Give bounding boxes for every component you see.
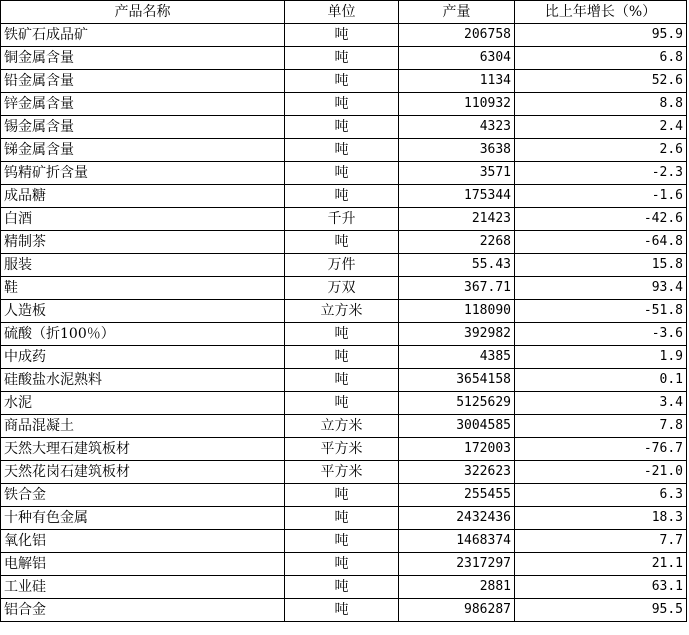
- cell-unit: 万双: [285, 277, 399, 300]
- cell-product-name: 水泥: [1, 392, 285, 415]
- table-row: [1, 484, 687, 507]
- cell-output: 1134: [399, 70, 515, 93]
- cell-output: 255455: [399, 484, 515, 507]
- cell-product-name: 服装: [1, 254, 285, 277]
- cell-unit: 吨: [285, 507, 399, 530]
- cell-product-name: 十种有色金属: [1, 507, 285, 530]
- table-header-row: [1, 1, 687, 24]
- cell-growth: 95.5: [515, 599, 687, 622]
- cell-growth: -1.6: [515, 185, 687, 208]
- cell-output: 2432436: [399, 507, 515, 530]
- table-row: [1, 415, 687, 438]
- cell-growth: -51.8: [515, 300, 687, 323]
- cell-growth: 15.8: [515, 254, 687, 277]
- cell-product-name: 硫酸（折100％）: [1, 323, 285, 346]
- cell-output: 118090: [399, 300, 515, 323]
- cell-growth: 18.3: [515, 507, 687, 530]
- cell-product-name: 硅酸盐水泥熟料: [1, 369, 285, 392]
- cell-unit: 吨: [285, 484, 399, 507]
- cell-product-name: 电解铝: [1, 553, 285, 576]
- cell-product-name: 锌金属含量: [1, 93, 285, 116]
- cell-product-name: 铜金属含量: [1, 47, 285, 70]
- header-output: 产量: [399, 1, 515, 24]
- cell-product-name: 天然大理石建筑板材: [1, 438, 285, 461]
- cell-output: 206758: [399, 24, 515, 47]
- table-row: [1, 139, 687, 162]
- table-row: [1, 185, 687, 208]
- table-row: [1, 599, 687, 622]
- cell-unit: 吨: [285, 231, 399, 254]
- table-row: [1, 231, 687, 254]
- cell-product-name: 中成药: [1, 346, 285, 369]
- table-row: [1, 162, 687, 185]
- cell-product-name: 工业硅: [1, 576, 285, 599]
- cell-product-name: 氧化铝: [1, 530, 285, 553]
- cell-unit: 吨: [285, 369, 399, 392]
- cell-growth: 1.9: [515, 346, 687, 369]
- cell-unit: 吨: [285, 93, 399, 116]
- table-row: [1, 323, 687, 346]
- cell-product-name: 商品混凝土: [1, 415, 285, 438]
- cell-product-name: 铅金属含量: [1, 70, 285, 93]
- table-row: [1, 553, 687, 576]
- cell-unit: 吨: [285, 70, 399, 93]
- table-row: [1, 346, 687, 369]
- cell-unit: 平方米: [285, 461, 399, 484]
- header-product-name: 产品名称: [1, 1, 285, 24]
- cell-growth: 93.4: [515, 277, 687, 300]
- cell-unit: 吨: [285, 346, 399, 369]
- cell-output: 110932: [399, 93, 515, 116]
- cell-output: 986287: [399, 599, 515, 622]
- table-body: [1, 24, 687, 622]
- header-unit: 单位: [285, 1, 399, 24]
- cell-product-name: 精制茶: [1, 231, 285, 254]
- cell-product-name: 白酒: [1, 208, 285, 231]
- cell-growth: 95.9: [515, 24, 687, 47]
- cell-output: 172003: [399, 438, 515, 461]
- cell-growth: 21.1: [515, 553, 687, 576]
- cell-unit: 吨: [285, 116, 399, 139]
- cell-growth: -42.6: [515, 208, 687, 231]
- table-row: [1, 47, 687, 70]
- cell-output: 367.71: [399, 277, 515, 300]
- cell-product-name: 成品糖: [1, 185, 285, 208]
- cell-growth: 6.3: [515, 484, 687, 507]
- header-growth: 比上年增长（%）: [515, 1, 687, 24]
- cell-product-name: 铁矿石成品矿: [1, 24, 285, 47]
- cell-growth: -76.7: [515, 438, 687, 461]
- cell-growth: -3.6: [515, 323, 687, 346]
- cell-growth: 6.8: [515, 47, 687, 70]
- cell-product-name: 锑金属含量: [1, 139, 285, 162]
- cell-unit: 吨: [285, 139, 399, 162]
- table-row: [1, 24, 687, 47]
- table-row: [1, 576, 687, 599]
- cell-growth: 8.8: [515, 93, 687, 116]
- cell-output: 3571: [399, 162, 515, 185]
- table-row: [1, 300, 687, 323]
- cell-growth: 2.6: [515, 139, 687, 162]
- cell-output: 322623: [399, 461, 515, 484]
- cell-unit: 平方米: [285, 438, 399, 461]
- cell-product-name: 人造板: [1, 300, 285, 323]
- table-row: [1, 254, 687, 277]
- cell-unit: 吨: [285, 162, 399, 185]
- cell-unit: 吨: [285, 576, 399, 599]
- cell-unit: 吨: [285, 24, 399, 47]
- cell-product-name: 铝合金: [1, 599, 285, 622]
- table-row: [1, 93, 687, 116]
- cell-product-name: 鞋: [1, 277, 285, 300]
- cell-growth: 7.7: [515, 530, 687, 553]
- cell-output: 3004585: [399, 415, 515, 438]
- table-row: [1, 208, 687, 231]
- table-row: [1, 70, 687, 93]
- cell-unit: 千升: [285, 208, 399, 231]
- cell-growth: 52.6: [515, 70, 687, 93]
- cell-product-name: 天然花岗石建筑板材: [1, 461, 285, 484]
- table-row: [1, 369, 687, 392]
- cell-growth: 63.1: [515, 576, 687, 599]
- cell-growth: 0.1: [515, 369, 687, 392]
- cell-output: 175344: [399, 185, 515, 208]
- cell-output: 21423: [399, 208, 515, 231]
- cell-output: 6304: [399, 47, 515, 70]
- table-row: [1, 507, 687, 530]
- cell-unit: 吨: [285, 47, 399, 70]
- table-row: [1, 461, 687, 484]
- cell-output: 55.43: [399, 254, 515, 277]
- cell-product-name: 锡金属含量: [1, 116, 285, 139]
- table-row: [1, 438, 687, 461]
- cell-unit: 立方米: [285, 300, 399, 323]
- cell-output: 3638: [399, 139, 515, 162]
- cell-unit: 吨: [285, 530, 399, 553]
- cell-unit: 吨: [285, 185, 399, 208]
- cell-growth: 3.4: [515, 392, 687, 415]
- cell-output: 2317297: [399, 553, 515, 576]
- cell-unit: 吨: [285, 392, 399, 415]
- cell-output: 3654158: [399, 369, 515, 392]
- table-row: [1, 392, 687, 415]
- cell-output: 4323: [399, 116, 515, 139]
- cell-unit: 吨: [285, 599, 399, 622]
- cell-growth: 7.8: [515, 415, 687, 438]
- cell-output: 2881: [399, 576, 515, 599]
- cell-output: 5125629: [399, 392, 515, 415]
- cell-output: 1468374: [399, 530, 515, 553]
- table-row: [1, 530, 687, 553]
- cell-unit: 吨: [285, 553, 399, 576]
- cell-growth: -21.0: [515, 461, 687, 484]
- cell-growth: -64.8: [515, 231, 687, 254]
- cell-growth: -2.3: [515, 162, 687, 185]
- cell-product-name: 铁合金: [1, 484, 285, 507]
- cell-growth: 2.4: [515, 116, 687, 139]
- cell-unit: 吨: [285, 323, 399, 346]
- cell-product-name: 钨精矿折含量: [1, 162, 285, 185]
- cell-unit: 立方米: [285, 415, 399, 438]
- table-row: [1, 277, 687, 300]
- cell-output: 4385: [399, 346, 515, 369]
- cell-unit: 万件: [285, 254, 399, 277]
- cell-output: 392982: [399, 323, 515, 346]
- cell-output: 2268: [399, 231, 515, 254]
- table-row: [1, 116, 687, 139]
